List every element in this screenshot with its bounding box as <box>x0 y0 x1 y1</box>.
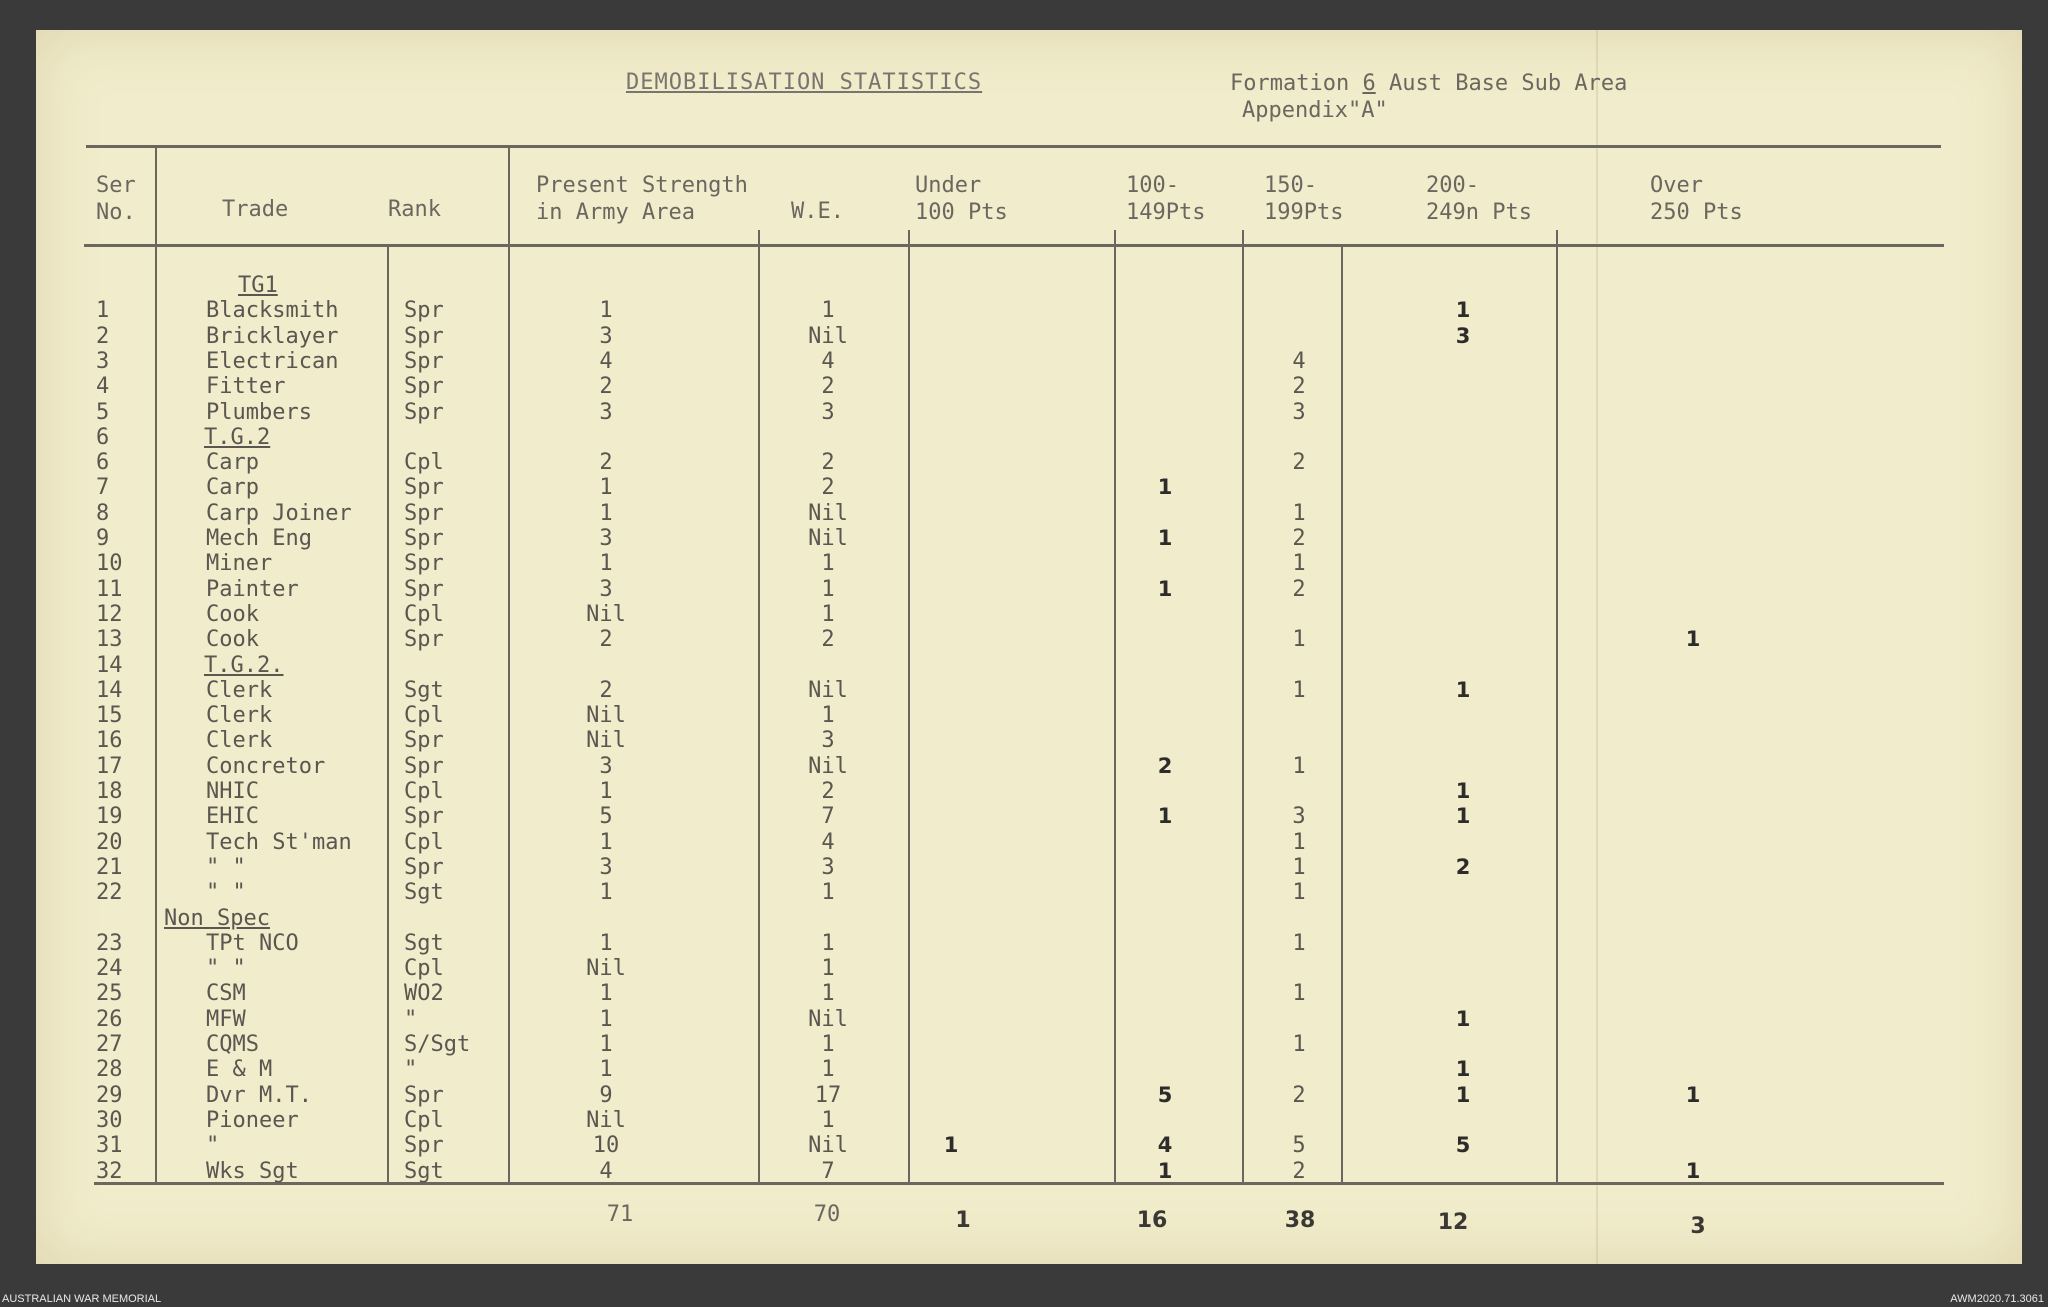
cell-ser: 26 <box>96 1006 123 1032</box>
total-under-100: 1 <box>955 1208 971 1233</box>
cell-trade: NHIC <box>206 779 259 804</box>
cell-we: 3 <box>821 728 835 754</box>
cell-p150: 5 <box>1292 1133 1306 1159</box>
cell-trade: Clerk <box>206 728 273 754</box>
cell-we: 3 <box>821 399 835 425</box>
header-over-250: Over 250 Pts <box>1650 173 1743 225</box>
cell-o250: 1 <box>1685 1082 1701 1107</box>
cell-we: 4 <box>821 348 835 374</box>
cell-ser: 10 <box>96 551 123 577</box>
section-label: T.G.2 <box>204 424 271 450</box>
cell-ser: 29 <box>96 1082 123 1108</box>
cell-we: 1 <box>821 298 835 324</box>
col-rule-ser <box>155 145 157 1185</box>
cell-p150: 1 <box>1292 551 1306 577</box>
cell-rank: WO2 <box>404 981 444 1007</box>
table-top-rule <box>86 145 1941 148</box>
cell-rank: Spr <box>404 298 444 324</box>
cell-ser: 1 <box>96 298 110 324</box>
cell-present: 1 <box>599 880 613 906</box>
cell-ser: 21 <box>96 854 123 880</box>
cell-present: 1 <box>599 829 613 855</box>
cell-trade: Clerk <box>206 677 273 703</box>
cell-present: 1 <box>599 1057 613 1083</box>
cell-ser: 22 <box>96 880 123 906</box>
cell-present: Nil <box>586 956 626 982</box>
cell-rank: Spr <box>404 526 444 551</box>
section-label: TG1 <box>238 273 278 298</box>
total-100-149: 16 <box>1136 1208 1168 1233</box>
cell-rank: Spr <box>404 399 444 425</box>
total-we: 70 <box>813 1202 841 1227</box>
document-title: DEMOBILISATION STATISTICS <box>626 70 983 95</box>
cell-ser: 25 <box>96 981 123 1007</box>
cell-ser: 16 <box>96 728 123 754</box>
cell-p200: 3 <box>1455 323 1471 348</box>
cell-we: 2 <box>821 779 835 804</box>
cell-we: 1 <box>821 551 835 577</box>
cell-ser: 11 <box>96 576 123 602</box>
cell-p200: 1 <box>1455 677 1471 702</box>
cell-present: 2 <box>599 677 613 703</box>
cell-rank: Cpl <box>404 829 444 855</box>
cell-present: 1 <box>599 930 613 956</box>
cell-o250: 1 <box>1685 1158 1701 1183</box>
cell-u100: 1 <box>943 1133 959 1158</box>
total-present: 71 <box>606 1202 634 1227</box>
cell-p200: 1 <box>1455 1082 1471 1107</box>
total-150-199: 38 <box>1284 1208 1316 1233</box>
cell-we: Nil <box>808 677 848 703</box>
cell-trade: CQMS <box>206 1032 259 1057</box>
cell-rank: Spr <box>404 348 444 374</box>
cell-p100: 1 <box>1157 804 1173 829</box>
cell-ser: 15 <box>96 703 123 729</box>
cell-present: Nil <box>586 1107 626 1133</box>
cell-we: 7 <box>821 804 835 830</box>
header-bottom-rule <box>84 244 1944 247</box>
section-label: T.G.2. <box>204 652 284 678</box>
header-100-149: 100- 149Pts <box>1126 173 1206 225</box>
cell-present: 9 <box>599 1082 613 1108</box>
cell-present: 1 <box>599 475 613 501</box>
cell-trade: " " <box>206 854 246 880</box>
cell-ser: 18 <box>96 779 123 804</box>
cell-present: 5 <box>599 804 613 830</box>
header-trade: Trade <box>222 197 289 222</box>
cell-rank: Cpl <box>404 450 444 476</box>
cell-trade: Mech Eng <box>206 526 312 551</box>
table-bottom-rule <box>94 1182 1944 1185</box>
cell-present: 1 <box>599 779 613 804</box>
cell-we: 1 <box>821 1057 835 1083</box>
cell-p150: 2 <box>1292 374 1306 400</box>
cell-p150: 1 <box>1292 930 1306 956</box>
cell-we: 2 <box>821 475 835 501</box>
cell-p150: 2 <box>1292 1082 1306 1108</box>
cell-p200: 1 <box>1455 804 1471 829</box>
cell-p150: 1 <box>1292 677 1306 703</box>
cell-we: 1 <box>821 1032 835 1057</box>
cell-ser: 5 <box>96 399 110 425</box>
cell-we: Nil <box>808 753 848 779</box>
cell-p200: 5 <box>1455 1133 1471 1158</box>
cell-trade: Painter <box>206 576 299 602</box>
cell-ser: 28 <box>96 1057 123 1083</box>
cell-p150: 2 <box>1292 576 1306 602</box>
cell-we: 1 <box>821 956 835 982</box>
cell-rank: " <box>404 1057 418 1083</box>
cell-ser: 27 <box>96 1032 123 1057</box>
total-200-249: 12 <box>1437 1210 1469 1235</box>
cell-p150: 1 <box>1292 880 1306 906</box>
cell-we: 1 <box>821 576 835 602</box>
col-rule-200-249 <box>1556 230 1558 1185</box>
header-ser-no: Ser No. <box>96 173 136 225</box>
cell-trade: Plumbers <box>206 399 312 425</box>
cell-ser: 9 <box>96 526 110 551</box>
cell-we: Nil <box>808 500 848 526</box>
cell-rank: Spr <box>404 728 444 754</box>
cell-p100: 1 <box>1157 475 1173 500</box>
cell-rank: Spr <box>404 475 444 501</box>
cell-present: 1 <box>599 981 613 1007</box>
cell-present: 1 <box>599 551 613 577</box>
col-rule-trade <box>387 244 389 1185</box>
header-200-249: 200- 249n Pts <box>1426 173 1532 225</box>
cell-rank: Cpl <box>404 1107 444 1133</box>
cell-we: 4 <box>821 829 835 855</box>
cell-p200: 1 <box>1455 1006 1471 1031</box>
cell-present: 3 <box>599 753 613 779</box>
cell-rank: S/Sgt <box>404 1032 471 1057</box>
col-rule-present <box>758 230 760 1185</box>
cell-trade: " " <box>206 880 246 906</box>
cell-trade: Fitter <box>206 374 286 400</box>
header-rank: Rank <box>388 197 441 222</box>
cell-rank: Spr <box>404 804 444 830</box>
cell-ser: 19 <box>96 804 123 830</box>
cell-trade: " <box>206 1133 220 1159</box>
cell-p200: 1 <box>1455 779 1471 803</box>
section-ser: 14 <box>96 652 123 678</box>
cell-trade: Miner <box>206 551 273 577</box>
cell-present: Nil <box>586 703 626 729</box>
header-under-100: Under 100 Pts <box>915 173 1008 225</box>
cell-we: 3 <box>821 854 835 880</box>
footer-accession: AWM2020.71.3061 <box>1950 1293 2044 1305</box>
col-rule-we <box>908 230 910 1185</box>
cell-present: 10 <box>592 1133 620 1159</box>
cell-we: 7 <box>821 1158 835 1184</box>
cell-trade: Dvr M.T. <box>206 1082 312 1108</box>
cell-present: 3 <box>599 854 613 880</box>
cell-rank: Cpl <box>404 779 444 804</box>
header-present-strength: Present Strength in Army Area <box>536 173 748 225</box>
footer-institution: AUSTRALIAN WAR MEMORIAL <box>2 1293 162 1305</box>
cell-o250: 1 <box>1685 627 1701 652</box>
cell-p150: 2 <box>1292 526 1306 551</box>
section-label: Non Spec <box>164 905 270 931</box>
cell-rank: Spr <box>404 576 444 602</box>
cell-ser: 17 <box>96 753 123 779</box>
formation-line <box>1230 70 1627 97</box>
cell-present: 4 <box>599 348 613 374</box>
cell-we: 2 <box>821 374 835 400</box>
cell-trade: Carp <box>206 475 259 501</box>
cell-rank: Spr <box>404 374 444 400</box>
cell-we: Nil <box>808 323 848 349</box>
paper-fold <box>1596 30 1598 1264</box>
cell-ser: 7 <box>96 475 110 501</box>
cell-ser: 31 <box>96 1133 123 1159</box>
cell-present: 4 <box>599 1158 613 1184</box>
cell-rank: Spr <box>404 323 444 349</box>
cell-present: 1 <box>599 500 613 526</box>
cell-we: Nil <box>808 526 848 551</box>
cell-p150: 1 <box>1292 500 1306 526</box>
cell-rank: " <box>404 1006 418 1032</box>
col-rule-under100 <box>1114 230 1116 1185</box>
col-rule-100-149 <box>1242 230 1244 1185</box>
cell-trade: Bricklayer <box>206 323 339 349</box>
cell-p100: 2 <box>1157 753 1173 778</box>
cell-rank: Cpl <box>404 601 444 627</box>
cell-p100: 1 <box>1157 576 1173 601</box>
cell-rank: Spr <box>404 1133 444 1159</box>
cell-present: 1 <box>599 1032 613 1057</box>
cell-ser: 23 <box>96 930 123 956</box>
cell-present: Nil <box>586 601 626 627</box>
cell-ser: 32 <box>96 1158 123 1184</box>
cell-we: 1 <box>821 703 835 729</box>
cell-trade: Carp <box>206 450 259 476</box>
cell-trade: TPt NCO <box>206 930 299 956</box>
cell-p150: 1 <box>1292 627 1306 653</box>
cell-p150: 2 <box>1292 450 1306 476</box>
cell-present: 2 <box>599 627 613 653</box>
cell-trade: Carp Joiner <box>206 500 352 526</box>
cell-p150: 1 <box>1292 1032 1306 1057</box>
cell-ser: 3 <box>96 348 110 374</box>
cell-present: 3 <box>599 576 613 602</box>
cell-trade: Clerk <box>206 703 273 729</box>
header-we: W.E. <box>791 199 844 224</box>
cell-ser: 2 <box>96 323 110 349</box>
cell-p200: 1 <box>1455 298 1471 323</box>
cell-trade: Pioneer <box>206 1107 299 1133</box>
cell-trade: CSM <box>206 981 246 1007</box>
cell-we: Nil <box>808 1133 848 1159</box>
cell-p150: 1 <box>1292 981 1306 1007</box>
cell-rank: Spr <box>404 753 444 779</box>
cell-trade: Electrican <box>206 348 339 374</box>
header-150-199: 150- 199Pts <box>1264 173 1344 225</box>
formation-label: Formation <box>1230 71 1350 96</box>
document-sheet <box>36 30 2022 1264</box>
col-rule-rank <box>508 145 510 1185</box>
cell-ser: 8 <box>96 500 110 526</box>
cell-p200: 2 <box>1455 854 1471 879</box>
cell-p100: 4 <box>1157 1133 1173 1158</box>
cell-ser: 14 <box>96 677 123 703</box>
cell-rank: Spr <box>404 627 444 653</box>
cell-we: Nil <box>808 1006 848 1032</box>
cell-rank: Spr <box>404 551 444 577</box>
cell-ser: 6 <box>96 450 110 476</box>
section-ser: 6 <box>96 424 110 450</box>
cell-p150: 3 <box>1292 399 1306 425</box>
cell-we: 1 <box>821 981 835 1007</box>
cell-ser: 30 <box>96 1107 123 1133</box>
cell-p150: 1 <box>1292 829 1306 855</box>
cell-trade: " " <box>206 956 246 982</box>
cell-trade: Wks Sgt <box>206 1158 299 1184</box>
cell-ser: 24 <box>96 956 123 982</box>
cell-we: 17 <box>814 1082 842 1108</box>
cell-p150: 1 <box>1292 854 1306 880</box>
cell-trade: Cook <box>206 627 259 653</box>
cell-p200: 1 <box>1455 1057 1471 1082</box>
cell-rank: Sgt <box>404 1158 444 1184</box>
formation-number: 6 <box>1362 71 1376 96</box>
cell-ser: 4 <box>96 374 110 400</box>
total-over-250: 3 <box>1690 1214 1706 1239</box>
cell-we: 1 <box>821 930 835 956</box>
cell-p150: 1 <box>1292 753 1306 779</box>
cell-trade: EHIC <box>206 804 259 830</box>
appendix-label: Appendix"A" <box>1242 98 1388 123</box>
cell-rank: Sgt <box>404 930 444 956</box>
cell-present: 3 <box>599 323 613 349</box>
cell-rank: Spr <box>404 854 444 880</box>
cell-trade: Cook <box>206 601 259 627</box>
cell-rank: Sgt <box>404 880 444 906</box>
cell-trade: E & M <box>206 1057 273 1083</box>
cell-p100: 1 <box>1157 1158 1173 1183</box>
cell-we: 1 <box>821 880 835 906</box>
cell-rank: Spr <box>404 500 444 526</box>
cell-rank: Cpl <box>404 956 444 982</box>
cell-present: 3 <box>599 526 613 551</box>
cell-trade: Blacksmith <box>206 298 339 324</box>
cell-we: 1 <box>821 601 835 627</box>
formation-rest: Aust Base Sub Area <box>1388 71 1628 96</box>
cell-p100: 1 <box>1157 526 1173 550</box>
cell-we: 2 <box>821 627 835 653</box>
cell-p150: 3 <box>1292 804 1306 830</box>
cell-present: 2 <box>599 374 613 400</box>
cell-rank: Cpl <box>404 703 444 729</box>
cell-ser: 13 <box>96 627 123 653</box>
cell-present: 2 <box>599 450 613 476</box>
cell-trade: MFW <box>206 1006 246 1032</box>
cell-trade: Concretor <box>206 753 326 779</box>
cell-rank: Spr <box>404 1082 444 1108</box>
cell-present: 3 <box>599 399 613 425</box>
cell-ser: 20 <box>96 829 123 855</box>
cell-present: 1 <box>599 1006 613 1032</box>
cell-p150: 2 <box>1292 1158 1306 1184</box>
cell-rank: Sgt <box>404 677 444 703</box>
col-rule-150-199 <box>1341 244 1343 1185</box>
cell-we: 1 <box>821 1107 835 1133</box>
cell-present: Nil <box>586 728 626 754</box>
cell-we: 2 <box>821 450 835 476</box>
cell-p100: 5 <box>1157 1082 1173 1107</box>
cell-present: 1 <box>599 298 613 324</box>
cell-ser: 12 <box>96 601 123 627</box>
cell-trade: Tech St'man <box>206 829 352 855</box>
cell-p150: 4 <box>1292 348 1306 374</box>
